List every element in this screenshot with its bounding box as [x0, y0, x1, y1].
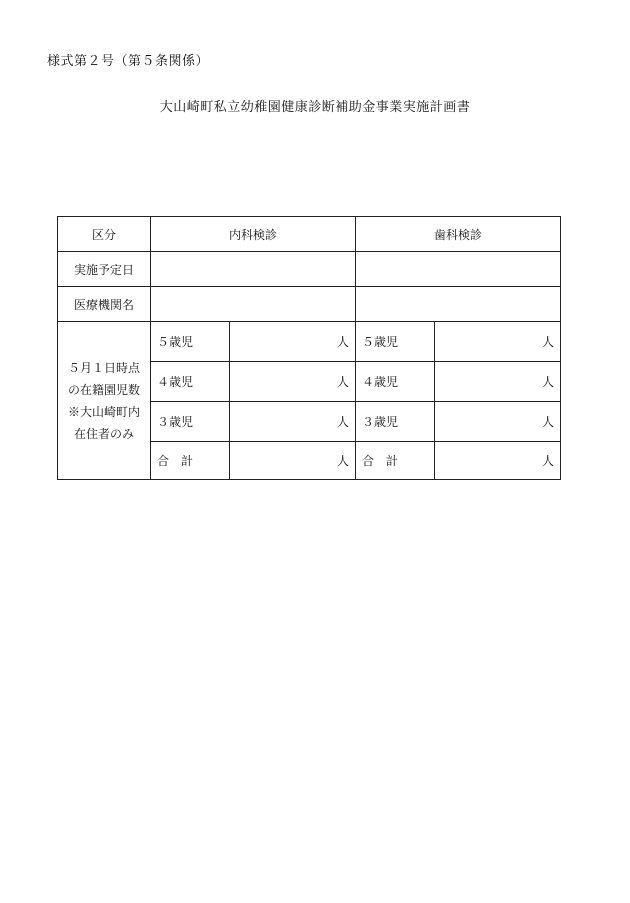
dental-scheduled-date-field[interactable]: [356, 252, 561, 287]
dental-age-4-count[interactable]: 人: [435, 362, 561, 402]
internal-age-3-label: ３歳児: [151, 402, 230, 442]
header-dental-exam: 歯科検診: [356, 217, 561, 252]
dental-age-3-count[interactable]: 人: [435, 402, 561, 442]
internal-total-count[interactable]: 人: [230, 442, 356, 480]
scheduled-date-label: 実施予定日: [58, 252, 151, 287]
header-category: 区分: [58, 217, 151, 252]
plan-table: [57, 216, 561, 480]
internal-medical-institution-field[interactable]: [151, 287, 356, 322]
enrollment-label-line-1: ５月１日時点: [67, 360, 140, 375]
dental-age-3-label: ３歳児: [356, 402, 435, 442]
internal-age-4-count[interactable]: 人: [230, 362, 356, 402]
enrollment-label-line-4: 在住者のみ: [73, 426, 134, 441]
dental-total-count[interactable]: 人: [435, 442, 561, 480]
age-row-5: [58, 322, 561, 362]
dental-age-5-count[interactable]: 人: [435, 322, 561, 362]
dental-total-label: 合 計: [356, 442, 435, 480]
internal-scheduled-date-field[interactable]: [151, 252, 356, 287]
medical-institution-row: [58, 287, 561, 322]
header-row: [58, 217, 561, 252]
enrollment-label-line-2: の在籍園児数: [67, 382, 140, 397]
enrollment-count-label: [58, 322, 151, 480]
internal-age-4-label: ４歳児: [151, 362, 230, 402]
internal-age-5-label: ５歳児: [151, 322, 230, 362]
scheduled-date-row: [58, 252, 561, 287]
header-internal-exam: 内科検診: [151, 217, 356, 252]
form-number: 様式第２号（第５条関係）: [47, 54, 210, 69]
internal-total-label: 合 計: [151, 442, 230, 480]
internal-age-5-count[interactable]: 人: [230, 322, 356, 362]
dental-age-5-label: ５歳児: [356, 322, 435, 362]
enrollment-label-line-3: ※大山崎町内: [67, 404, 140, 419]
document-title: 大山崎町私立幼稚園健康診断補助金事業実施計画書: [159, 100, 471, 115]
medical-institution-label: 医療機関名: [58, 287, 151, 322]
dental-age-4-label: ４歳児: [356, 362, 435, 402]
dental-medical-institution-field[interactable]: [356, 287, 561, 322]
internal-age-3-count[interactable]: 人: [230, 402, 356, 442]
